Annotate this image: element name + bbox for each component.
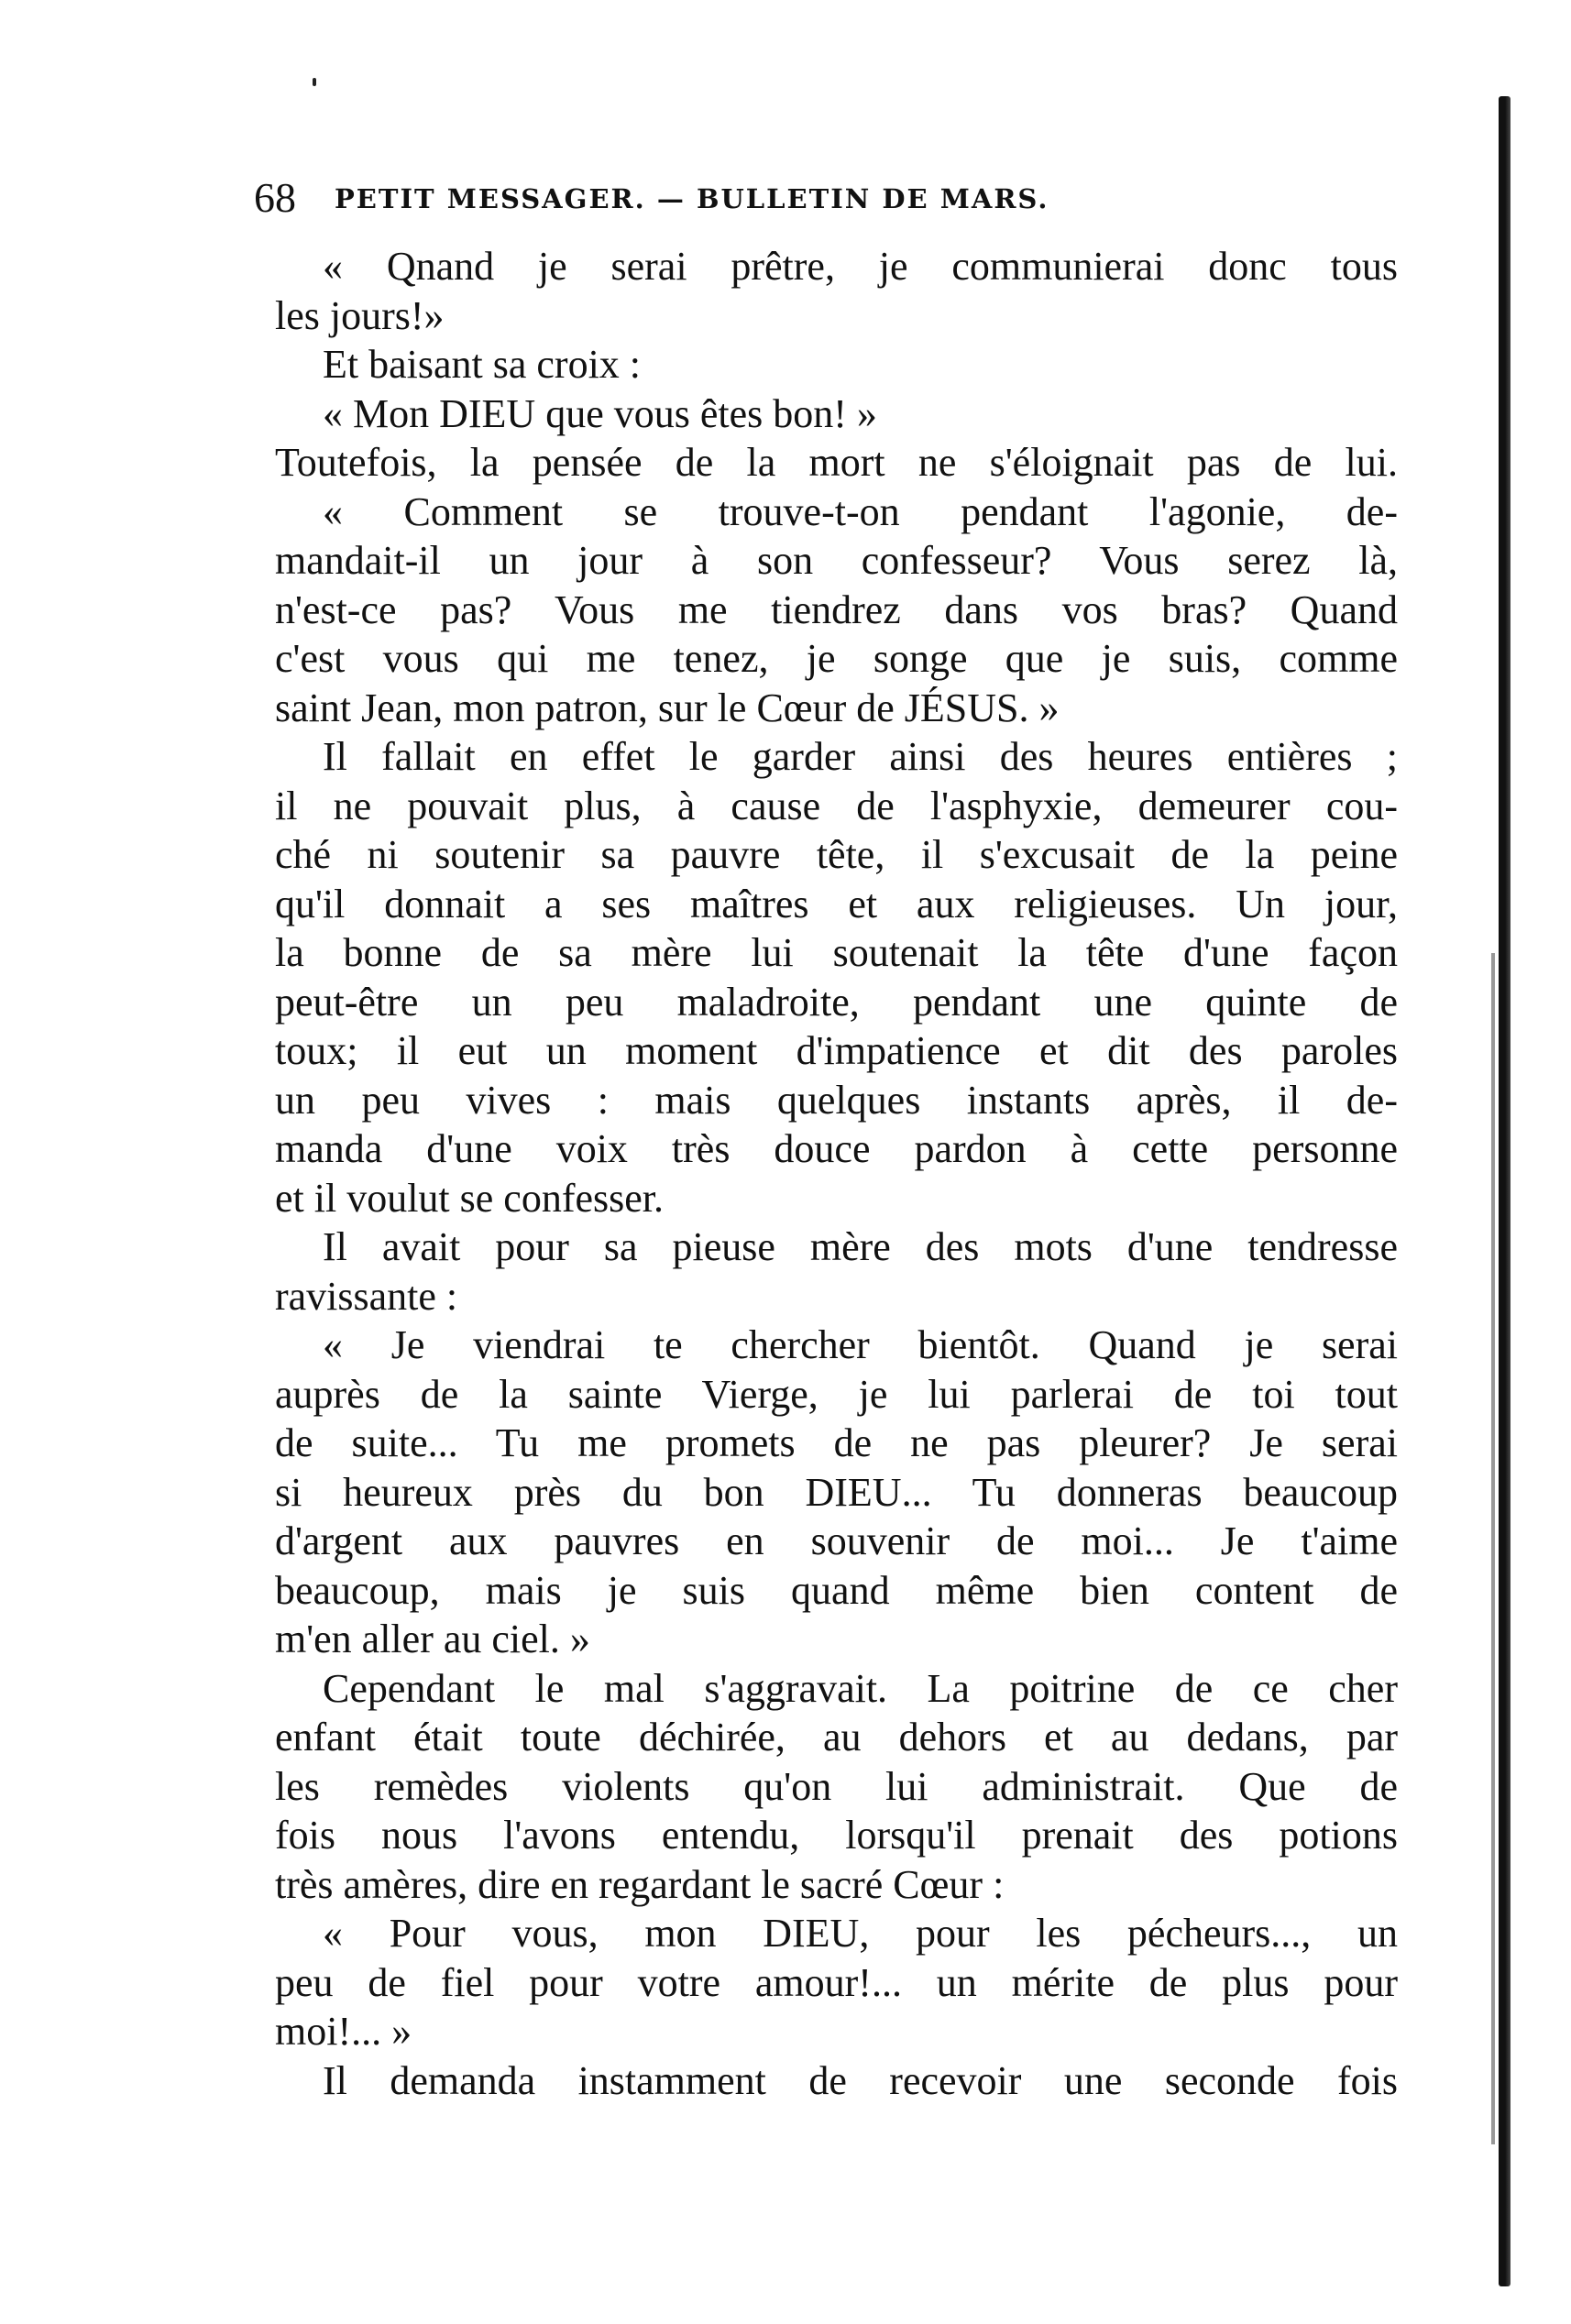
running-header [254,172,1445,227]
text-line: Il fallait en effet le garder ainsi des heures entières ; [323,734,1398,779]
text-line: toux; il eut un moment d'impatience et dit des paroles [275,1028,1398,1073]
text-line: qu'il donnait a ses maîtres et aux religieuses. Un jour, [275,881,1398,926]
text-line: peut-être un peu maladroite, pendant une quinte de [275,979,1398,1025]
page-edge-shadow [1499,96,1511,2286]
text-line: auprès de la sainte Vierge, je lui parlerai de toi tout [275,1371,1398,1417]
text-line: fois nous l'avons entendu, lorsqu'il prenait des potions [275,1813,1398,1858]
text-line: Il demanda instamment de recevoir une seconde fois [323,2057,1398,2103]
text-line: Il avait pour sa pieuse mère des mots d'une tendresse [323,1224,1398,1269]
text-line: Cependant le mal s'aggravait. La poitrine de ce cher [323,1665,1398,1711]
text-line: n'est-ce pas? Vous me tiendrez dans vos bras? Quand [275,586,1398,632]
text-line: « Je viendrai te chercher bientôt. Quand je serai [323,1322,1398,1367]
text-line: « Pour vous, mon DIEU, pour les pécheurs..., un [323,1911,1398,1956]
text-line: « Comment se trouve-t-on pendant l'agonie, de- [323,488,1398,534]
text-line: ché ni soutenir sa pauvre tête, il s'excusait de la peine [275,832,1398,877]
text-line: de suite... Tu me promets de ne pas pleurer? Je serai [275,1420,1398,1465]
ink-speck [313,78,316,86]
text-line: peu de fiel pour votre amour!... un mérite de plus pour [275,1959,1398,2005]
text-line: c'est vous qui me tenez, je songe que je suis, comme [275,636,1398,681]
text-line: très amères, dire en regardant le sacré Cœur : [275,1861,1005,1907]
text-line: si heureux près du bon DIEU... Tu donneras beaucoup [275,1469,1398,1515]
page-number: 68 [254,174,296,221]
text-line: beaucoup, mais je suis quand même bien content de [275,1567,1398,1613]
text-line: les jours!» [275,292,445,338]
text-line: d'argent aux pauvres en souvenir de moi... Je t'aime [275,1518,1398,1563]
body-text [275,242,1398,2105]
text-line: la bonne de sa mère lui soutenait la tête d'une façon [275,930,1398,975]
text-line: les remèdes violents qu'on lui administrait. Que de [275,1763,1398,1809]
text-line: un peu vives : mais quelques instants après, il de- [275,1077,1398,1123]
page-edge-shadow-inner [1491,953,1495,2144]
text-line: manda d'une voix très douce pardon à cette personne [275,1126,1398,1171]
text-line: enfant était toute déchirée, au dehors et au dedans, par [275,1715,1398,1759]
text-line: Toutefois, la pensée de la mort ne s'éloignait pas de lui. [275,440,1398,485]
text-line: m'en aller au ciel. » [275,1617,590,1661]
text-line: moi!... » [275,2009,412,2054]
running-title: PETIT MESSAGER. — BULLETIN DE MARS. [335,183,1049,214]
text-line: ravissante : [275,1273,458,1319]
text-line: et il voulut se confesser. [275,1175,665,1221]
text-line: « Mon DIEU que vous êtes bon! » [323,390,877,436]
text-line: saint Jean, mon patron, sur le Cœur de JÉSUS. » [275,685,1060,730]
text-line: Et baisant sa croix : [323,342,642,387]
text-line: mandait-il un jour à son confesseur? Vous serez là, [275,538,1398,583]
text-line: il ne pouvait plus, à cause de l'asphyxie, demeurer cou- [275,783,1398,828]
text-line: « Qnand je serai prêtre, je communierai donc tous [323,244,1398,289]
